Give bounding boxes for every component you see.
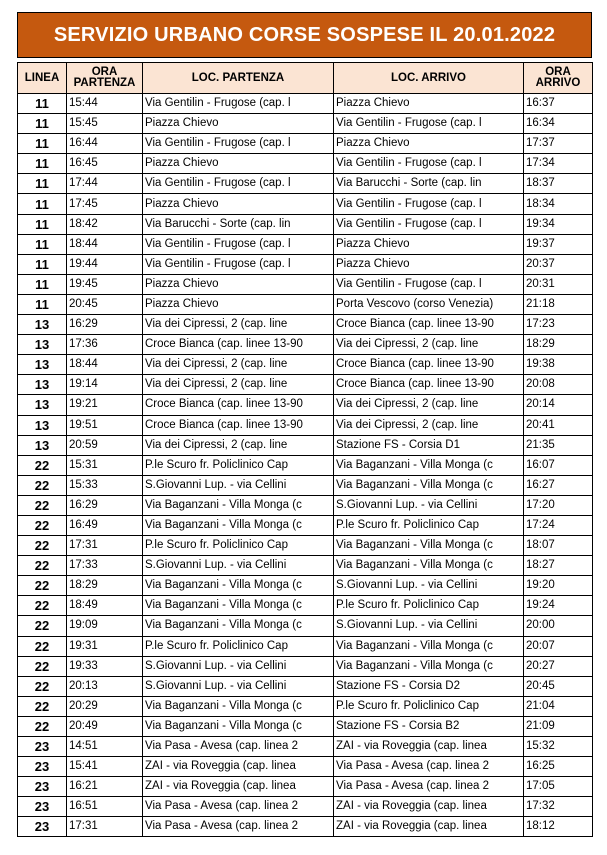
cell-ora-partenza: 19:14 xyxy=(67,375,143,395)
table-row xyxy=(18,375,593,395)
cell-ora-arrivo: 18:27 xyxy=(524,556,593,576)
table-row xyxy=(18,656,593,676)
cell-linea: 11 xyxy=(18,234,67,254)
cell-linea: 23 xyxy=(18,757,67,777)
cell-ora-arrivo: 20:37 xyxy=(524,254,593,274)
cell-ora-arrivo: 18:07 xyxy=(524,536,593,556)
cell-ora-partenza: 16:29 xyxy=(67,495,143,515)
table-row xyxy=(18,194,593,214)
table-row xyxy=(18,757,593,777)
cell-loc-arrivo: Via Baganzani - Villa Monga (c xyxy=(334,536,524,556)
cell-loc-partenza: Via Baganzani - Villa Monga (c xyxy=(143,515,334,535)
cell-linea: 22 xyxy=(18,656,67,676)
table-row xyxy=(18,214,593,234)
cell-loc-arrivo: Via dei Cipressi, 2 (cap. line xyxy=(334,415,524,435)
cell-loc-arrivo: Via Gentilin - Frugose (cap. l xyxy=(334,114,524,134)
cell-ora-arrivo: 17:32 xyxy=(524,797,593,817)
cell-loc-partenza: Piazza Chievo xyxy=(143,154,334,174)
cell-ora-partenza: 19:21 xyxy=(67,395,143,415)
cell-linea: 23 xyxy=(18,737,67,757)
cell-linea: 22 xyxy=(18,455,67,475)
cell-ora-partenza: 19:09 xyxy=(67,616,143,636)
cell-loc-partenza: Via Pasa - Avesa (cap. linea 2 xyxy=(143,817,334,837)
table-row xyxy=(18,355,593,375)
cell-loc-arrivo: ZAI - via Roveggia (cap. linea xyxy=(334,737,524,757)
cell-ora-partenza: 18:29 xyxy=(67,576,143,596)
table-row xyxy=(18,294,593,314)
cell-loc-partenza: P.le Scuro fr. Policlinico Cap xyxy=(143,536,334,556)
cell-linea: 22 xyxy=(18,475,67,495)
cell-loc-partenza: Via Gentilin - Frugose (cap. l xyxy=(143,174,334,194)
cell-ora-partenza: 17:31 xyxy=(67,536,143,556)
cell-ora-arrivo: 19:34 xyxy=(524,214,593,234)
cell-loc-partenza: Via dei Cipressi, 2 (cap. line xyxy=(143,435,334,455)
cell-ora-partenza: 20:59 xyxy=(67,435,143,455)
cell-loc-arrivo: Via Pasa - Avesa (cap. linea 2 xyxy=(334,777,524,797)
cell-loc-arrivo: Stazione FS - Corsia D2 xyxy=(334,676,524,696)
cell-ora-arrivo: 19:24 xyxy=(524,596,593,616)
cell-linea: 22 xyxy=(18,536,67,556)
table-row xyxy=(18,596,593,616)
cell-ora-partenza: 20:49 xyxy=(67,716,143,736)
cell-loc-partenza: Via Baganzani - Villa Monga (c xyxy=(143,696,334,716)
cell-loc-partenza: Via dei Cipressi, 2 (cap. line xyxy=(143,315,334,335)
cell-ora-partenza: 18:44 xyxy=(67,234,143,254)
cell-linea: 22 xyxy=(18,616,67,636)
cell-loc-arrivo: P.le Scuro fr. Policlinico Cap xyxy=(334,515,524,535)
cell-ora-partenza: 17:44 xyxy=(67,174,143,194)
cell-linea: 11 xyxy=(18,214,67,234)
table-row xyxy=(18,676,593,696)
cell-ora-arrivo: 19:37 xyxy=(524,234,593,254)
table-row xyxy=(18,737,593,757)
cell-loc-partenza: P.le Scuro fr. Policlinico Cap xyxy=(143,636,334,656)
cell-ora-arrivo: 17:23 xyxy=(524,315,593,335)
cell-loc-arrivo: Piazza Chievo xyxy=(334,254,524,274)
cell-ora-partenza: 15:33 xyxy=(67,475,143,495)
cell-ora-arrivo: 18:34 xyxy=(524,194,593,214)
cell-ora-arrivo: 15:32 xyxy=(524,737,593,757)
cell-loc-partenza: Piazza Chievo xyxy=(143,194,334,214)
cell-loc-arrivo: Via Gentilin - Frugose (cap. l xyxy=(334,194,524,214)
cell-loc-partenza: Croce Bianca (cap. linee 13-90 xyxy=(143,395,334,415)
table-row xyxy=(18,576,593,596)
cell-ora-arrivo: 20:31 xyxy=(524,274,593,294)
cell-loc-arrivo: Piazza Chievo xyxy=(334,234,524,254)
cell-loc-arrivo: Via Baganzani - Villa Monga (c xyxy=(334,475,524,495)
cell-linea: 22 xyxy=(18,636,67,656)
cell-linea: 22 xyxy=(18,716,67,736)
cell-ora-partenza: 15:44 xyxy=(67,94,143,114)
table-row xyxy=(18,455,593,475)
table-row xyxy=(18,616,593,636)
header-loc-arrivo: LOC. ARRIVO xyxy=(334,63,524,94)
header-ora-arrivo: ORA ARRIVO xyxy=(524,63,593,94)
cell-ora-arrivo: 20:08 xyxy=(524,375,593,395)
cell-ora-partenza: 15:45 xyxy=(67,114,143,134)
table-row xyxy=(18,495,593,515)
cell-loc-arrivo: Via Gentilin - Frugose (cap. l xyxy=(334,154,524,174)
cell-loc-partenza: Piazza Chievo xyxy=(143,294,334,314)
cell-ora-arrivo: 17:20 xyxy=(524,495,593,515)
cell-loc-arrivo: ZAI - via Roveggia (cap. linea xyxy=(334,817,524,837)
cell-linea: 13 xyxy=(18,415,67,435)
cell-linea: 13 xyxy=(18,315,67,335)
cell-ora-arrivo: 17:37 xyxy=(524,134,593,154)
cell-loc-arrivo: Via Pasa - Avesa (cap. linea 2 xyxy=(334,757,524,777)
cell-ora-partenza: 16:21 xyxy=(67,777,143,797)
cell-linea: 23 xyxy=(18,797,67,817)
cell-linea: 13 xyxy=(18,435,67,455)
table-row xyxy=(18,556,593,576)
cell-ora-partenza: 18:49 xyxy=(67,596,143,616)
cell-loc-arrivo: Croce Bianca (cap. linee 13-90 xyxy=(334,375,524,395)
cell-ora-arrivo: 20:41 xyxy=(524,415,593,435)
cell-loc-arrivo: Via Baganzani - Villa Monga (c xyxy=(334,455,524,475)
cell-loc-arrivo: S.Giovanni Lup. - via Cellini xyxy=(334,616,524,636)
cell-linea: 11 xyxy=(18,194,67,214)
cell-linea: 13 xyxy=(18,375,67,395)
cell-linea: 11 xyxy=(18,154,67,174)
table-row xyxy=(18,335,593,355)
cell-loc-arrivo: Stazione FS - Corsia B2 xyxy=(334,716,524,736)
table-row xyxy=(18,696,593,716)
cell-linea: 11 xyxy=(18,114,67,134)
cell-linea: 22 xyxy=(18,676,67,696)
table-row xyxy=(18,536,593,556)
timetable-document xyxy=(17,12,592,837)
cell-loc-partenza: S.Giovanni Lup. - via Cellini xyxy=(143,676,334,696)
cell-loc-partenza: Piazza Chievo xyxy=(143,114,334,134)
cell-ora-partenza: 16:49 xyxy=(67,515,143,535)
cell-loc-partenza: Via dei Cipressi, 2 (cap. line xyxy=(143,375,334,395)
cell-loc-partenza: ZAI - via Roveggia (cap. linea xyxy=(143,777,334,797)
cell-loc-arrivo: Via Baganzani - Villa Monga (c xyxy=(334,656,524,676)
cell-linea: 22 xyxy=(18,696,67,716)
cell-ora-partenza: 15:41 xyxy=(67,757,143,777)
cell-loc-arrivo: P.le Scuro fr. Policlinico Cap xyxy=(334,696,524,716)
cell-linea: 11 xyxy=(18,254,67,274)
table-row xyxy=(18,154,593,174)
cell-loc-partenza: Via Pasa - Avesa (cap. linea 2 xyxy=(143,797,334,817)
cell-ora-arrivo: 20:14 xyxy=(524,395,593,415)
cell-loc-partenza: Croce Bianca (cap. linee 13-90 xyxy=(143,415,334,435)
cell-ora-partenza: 20:45 xyxy=(67,294,143,314)
cell-loc-partenza: Piazza Chievo xyxy=(143,274,334,294)
cell-loc-arrivo: Via Gentilin - Frugose (cap. l xyxy=(334,274,524,294)
cell-loc-partenza: Via Pasa - Avesa (cap. linea 2 xyxy=(143,737,334,757)
cell-ora-arrivo: 16:37 xyxy=(524,94,593,114)
cell-loc-partenza: Via Gentilin - Frugose (cap. l xyxy=(143,254,334,274)
cell-loc-partenza: P.le Scuro fr. Policlinico Cap xyxy=(143,455,334,475)
cell-loc-arrivo: Via Gentilin - Frugose (cap. l xyxy=(334,214,524,234)
cell-linea: 13 xyxy=(18,355,67,375)
table-row xyxy=(18,797,593,817)
cell-ora-partenza: 18:42 xyxy=(67,214,143,234)
cell-ora-arrivo: 21:04 xyxy=(524,696,593,716)
cell-loc-arrivo: Via Baganzani - Villa Monga (c xyxy=(334,556,524,576)
header-linea: LINEA xyxy=(18,63,67,94)
cell-loc-arrivo: Croce Bianca (cap. linee 13-90 xyxy=(334,315,524,335)
cell-linea: 13 xyxy=(18,395,67,415)
cell-loc-partenza: Via Gentilin - Frugose (cap. l xyxy=(143,94,334,114)
cell-loc-partenza: Via Gentilin - Frugose (cap. l xyxy=(143,234,334,254)
cell-ora-arrivo: 21:35 xyxy=(524,435,593,455)
cell-loc-arrivo: Piazza Chievo xyxy=(334,94,524,114)
cell-loc-arrivo: Piazza Chievo xyxy=(334,134,524,154)
cell-loc-partenza: Via Baganzani - Villa Monga (c xyxy=(143,716,334,736)
cell-linea: 11 xyxy=(18,134,67,154)
cell-ora-partenza: 19:45 xyxy=(67,274,143,294)
table-row xyxy=(18,174,593,194)
cell-loc-partenza: Via Baganzani - Villa Monga (c xyxy=(143,596,334,616)
cell-loc-arrivo: P.le Scuro fr. Policlinico Cap xyxy=(334,596,524,616)
cell-loc-partenza: Via Gentilin - Frugose (cap. l xyxy=(143,134,334,154)
cell-loc-arrivo: S.Giovanni Lup. - via Cellini xyxy=(334,495,524,515)
cell-ora-arrivo: 20:07 xyxy=(524,636,593,656)
table-row xyxy=(18,94,593,114)
table-header-row xyxy=(18,63,593,94)
table-body xyxy=(18,94,593,837)
cell-linea: 22 xyxy=(18,495,67,515)
cell-linea: 22 xyxy=(18,576,67,596)
cell-ora-arrivo: 18:29 xyxy=(524,335,593,355)
cell-ora-partenza: 17:45 xyxy=(67,194,143,214)
cell-linea: 11 xyxy=(18,294,67,314)
cell-linea: 22 xyxy=(18,556,67,576)
cell-loc-partenza: ZAI - via Roveggia (cap. linea xyxy=(143,757,334,777)
cell-ora-arrivo: 16:07 xyxy=(524,455,593,475)
cell-ora-arrivo: 17:05 xyxy=(524,777,593,797)
cell-ora-partenza: 19:44 xyxy=(67,254,143,274)
cell-ora-partenza: 19:31 xyxy=(67,636,143,656)
cell-ora-arrivo: 16:25 xyxy=(524,757,593,777)
cell-linea: 11 xyxy=(18,174,67,194)
cell-loc-partenza: S.Giovanni Lup. - via Cellini xyxy=(143,556,334,576)
cell-ora-arrivo: 20:27 xyxy=(524,656,593,676)
table-row xyxy=(18,114,593,134)
cell-linea: 23 xyxy=(18,777,67,797)
cell-ora-partenza: 15:31 xyxy=(67,455,143,475)
table-row xyxy=(18,274,593,294)
cell-ora-partenza: 17:31 xyxy=(67,817,143,837)
cell-loc-partenza: Via Barucchi - Sorte (cap. lin xyxy=(143,214,334,234)
cell-ora-arrivo: 17:24 xyxy=(524,515,593,535)
cell-loc-arrivo: Via dei Cipressi, 2 (cap. line xyxy=(334,395,524,415)
table-row xyxy=(18,817,593,837)
table-row xyxy=(18,716,593,736)
cell-loc-partenza: Croce Bianca (cap. linee 13-90 xyxy=(143,335,334,355)
table-row xyxy=(18,515,593,535)
header-loc-partenza: LOC. PARTENZA xyxy=(143,63,334,94)
table-row xyxy=(18,415,593,435)
table-row xyxy=(18,435,593,455)
cell-loc-partenza: Via Baganzani - Villa Monga (c xyxy=(143,576,334,596)
cell-linea: 11 xyxy=(18,94,67,114)
cell-ora-arrivo: 16:27 xyxy=(524,475,593,495)
cell-loc-partenza: S.Giovanni Lup. - via Cellini xyxy=(143,656,334,676)
cell-ora-partenza: 18:44 xyxy=(67,355,143,375)
cell-loc-arrivo: Croce Bianca (cap. linee 13-90 xyxy=(334,355,524,375)
cell-linea: 22 xyxy=(18,596,67,616)
cell-loc-arrivo: ZAI - via Roveggia (cap. linea xyxy=(334,797,524,817)
table-row xyxy=(18,777,593,797)
header-ora-partenza: ORA PARTENZA xyxy=(67,63,143,94)
cell-ora-arrivo: 18:37 xyxy=(524,174,593,194)
cell-ora-partenza: 17:33 xyxy=(67,556,143,576)
cell-ora-partenza: 16:45 xyxy=(67,154,143,174)
cell-ora-arrivo: 20:45 xyxy=(524,676,593,696)
cell-ora-partenza: 19:33 xyxy=(67,656,143,676)
cell-loc-arrivo: S.Giovanni Lup. - via Cellini xyxy=(334,576,524,596)
cell-ora-partenza: 19:51 xyxy=(67,415,143,435)
cell-loc-partenza: Via Baganzani - Villa Monga (c xyxy=(143,495,334,515)
cell-linea: 13 xyxy=(18,335,67,355)
cell-loc-partenza: Via dei Cipressi, 2 (cap. line xyxy=(143,355,334,375)
cell-loc-arrivo: Porta Vescovo (corso Venezia) xyxy=(334,294,524,314)
cell-ora-partenza: 14:51 xyxy=(67,737,143,757)
cell-ora-arrivo: 19:38 xyxy=(524,355,593,375)
suspended-runs-table xyxy=(17,62,593,837)
cell-ora-partenza: 20:13 xyxy=(67,676,143,696)
cell-ora-arrivo: 19:20 xyxy=(524,576,593,596)
cell-ora-arrivo: 18:12 xyxy=(524,817,593,837)
cell-ora-arrivo: 16:34 xyxy=(524,114,593,134)
table-row xyxy=(18,315,593,335)
table-row xyxy=(18,395,593,415)
cell-ora-arrivo: 21:09 xyxy=(524,716,593,736)
cell-ora-partenza: 20:29 xyxy=(67,696,143,716)
cell-loc-partenza: S.Giovanni Lup. - via Cellini xyxy=(143,475,334,495)
cell-loc-arrivo: Via dei Cipressi, 2 (cap. line xyxy=(334,335,524,355)
cell-linea: 11 xyxy=(18,274,67,294)
cell-loc-arrivo: Stazione FS - Corsia D1 xyxy=(334,435,524,455)
table-row xyxy=(18,475,593,495)
cell-linea: 23 xyxy=(18,817,67,837)
cell-loc-arrivo: Via Baganzani - Villa Monga (c xyxy=(334,636,524,656)
cell-ora-arrivo: 17:34 xyxy=(524,154,593,174)
table-row xyxy=(18,254,593,274)
cell-loc-partenza: Via Baganzani - Villa Monga (c xyxy=(143,616,334,636)
cell-ora-arrivo: 20:00 xyxy=(524,616,593,636)
cell-ora-partenza: 16:44 xyxy=(67,134,143,154)
table-row xyxy=(18,234,593,254)
table-row xyxy=(18,134,593,154)
cell-ora-partenza: 16:29 xyxy=(67,315,143,335)
cell-ora-partenza: 16:51 xyxy=(67,797,143,817)
cell-loc-arrivo: Via Barucchi - Sorte (cap. lin xyxy=(334,174,524,194)
cell-ora-partenza: 17:36 xyxy=(67,335,143,355)
table-row xyxy=(18,636,593,656)
cell-linea: 22 xyxy=(18,515,67,535)
page-title: SERVIZIO URBANO CORSE SOSPESE IL 20.01.2022 xyxy=(17,12,592,58)
cell-ora-arrivo: 21:18 xyxy=(524,294,593,314)
